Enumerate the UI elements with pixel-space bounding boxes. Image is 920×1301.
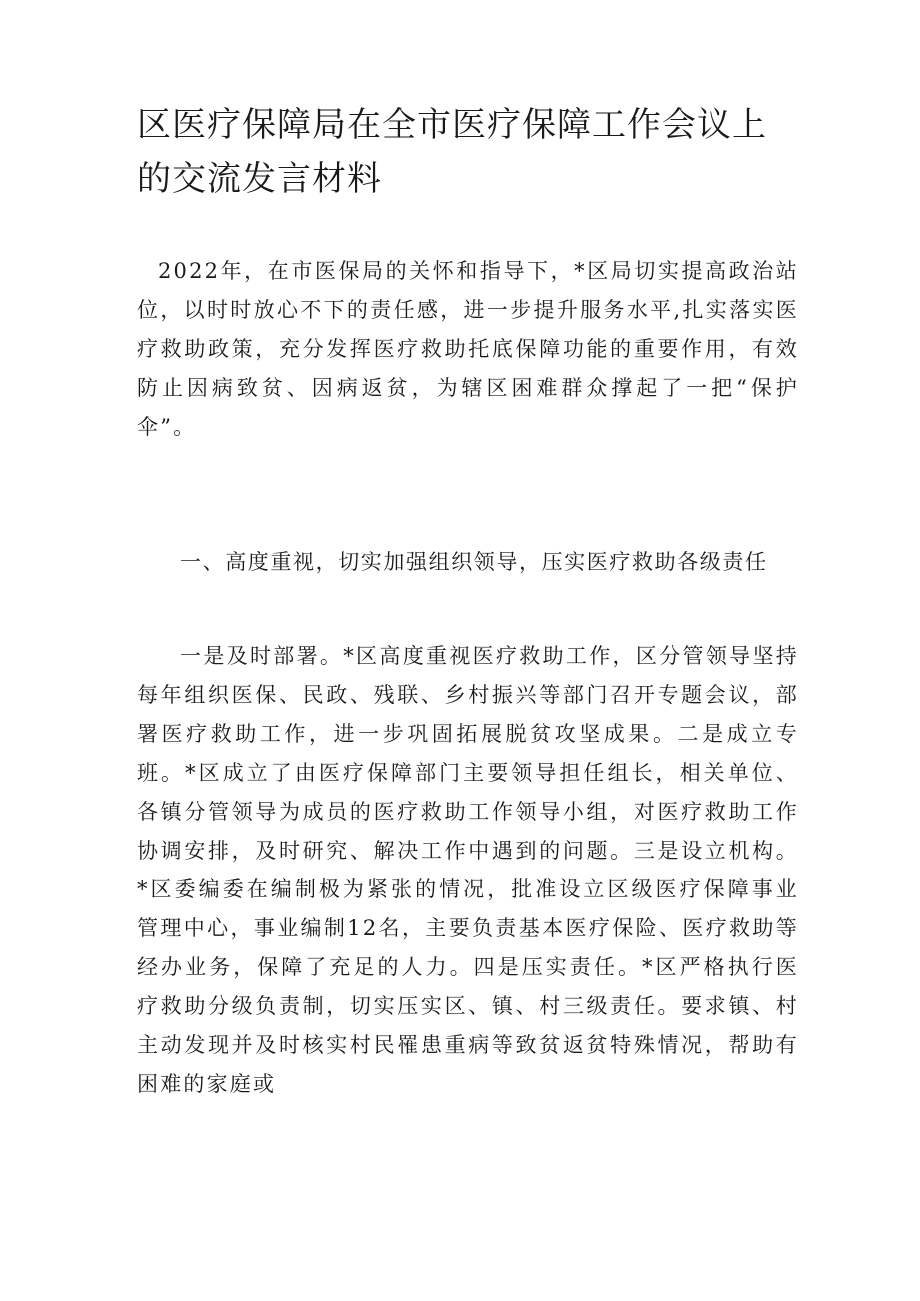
intro-paragraph: 2022年，在市医保局的关怀和指导下，*区局切实提高政治站位，以时时放心不下的责任感，进一步提升服务水平,扎实落实医疗救助政策，充分发挥医疗救助托底保障功能的重要作用，有效防止因病致贫、因病返贫，为辖区困难群众撑起了一把“保护伞”。	[137, 259, 799, 439]
section-heading: 一、高度重视，切实加强组织领导，压实医疗救助各级责任	[180, 550, 768, 574]
document-title: 区医疗保障局在全市医疗保障工作会议上的交流发言材料	[137, 105, 767, 199]
body-paragraph: 一是及时部署。*区高度重视医疗救助工作，区分管领导坚持每年组织医保、民政、残联、乡村振兴等部门召开专题会议，部署医疗救助工作，进一步巩固拓展脱贫攻坚成果。二是成立专班。*区成立了由医疗保障部门主要领导担任组长，相关单位、各镇分管领导为成员的医疗救助工作领导小组，对医疗救助工作协调安排，及时研究、解决工作中遇到的问题。三是设立机构。*区委编委在编制极为紧张的情况，批准设立区级医疗保障事业管理中心，事业编制12名，主要负责基本医疗保险、医疗救助等经办业务，保障了充足的人力。四是压实责任。*区严格执行医疗救助分级负责制，切实压实区、镇、村三级责任。要求镇、村主动发现并及时核实村民罹患重病等致贫返贫特殊情况，帮助有困难的家庭或	[137, 644, 799, 1096]
